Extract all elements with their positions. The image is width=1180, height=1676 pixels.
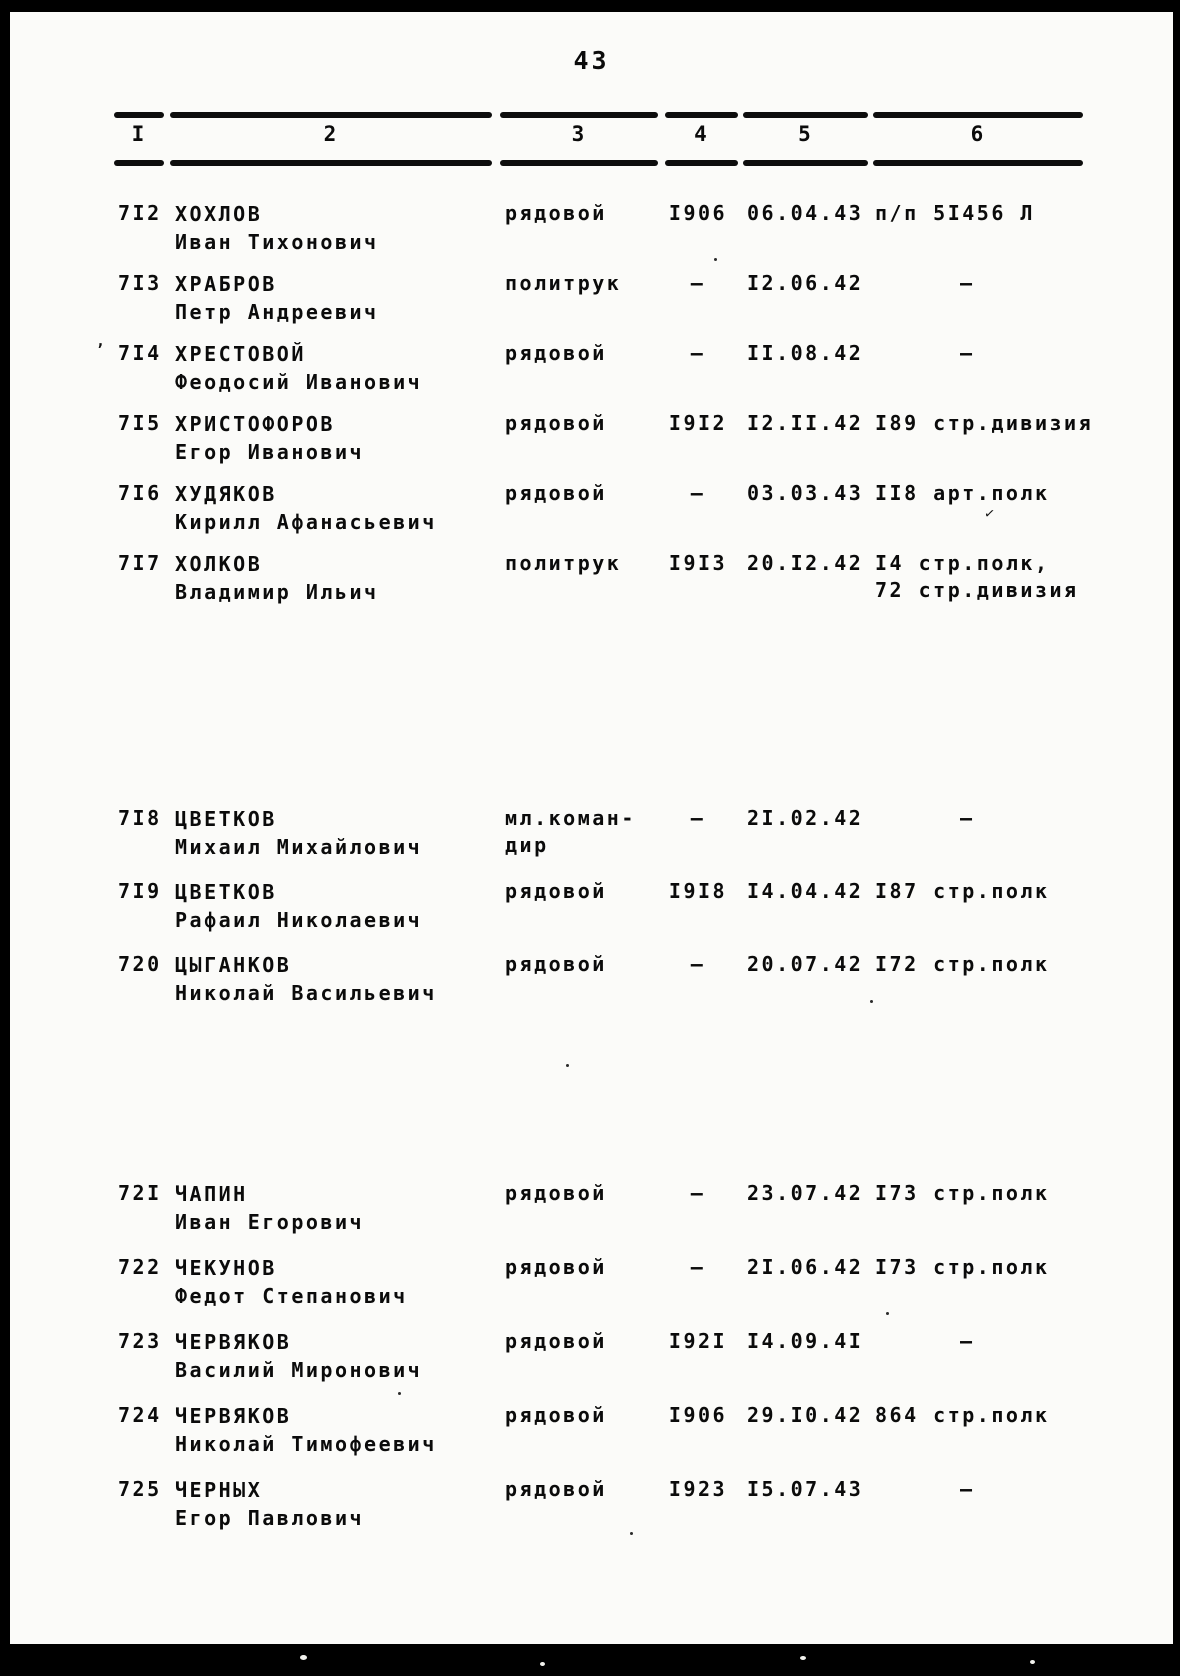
person-name xyxy=(175,1254,497,1310)
rank-line-1: рядовой xyxy=(505,481,607,505)
table-row xyxy=(10,480,1173,550)
person-name xyxy=(175,1476,497,1532)
birth-year: — xyxy=(690,481,706,505)
unit xyxy=(875,1180,1180,1207)
surname: ЧАПИН xyxy=(175,1182,248,1206)
unit-line-1: I89 стр.дивизия xyxy=(875,411,1094,435)
column-header-5: 5 xyxy=(798,122,813,146)
given-name: Рафаил Николаевич xyxy=(175,908,423,932)
rank xyxy=(505,1476,657,1503)
checkmark-icon: ✓ xyxy=(983,503,996,523)
table-row xyxy=(10,1328,1173,1402)
rank xyxy=(505,1180,657,1207)
unit-line-1: — xyxy=(960,1329,975,1353)
person-name xyxy=(175,1328,497,1384)
person-name xyxy=(175,805,497,861)
date: 06.04.43 xyxy=(747,201,864,225)
table-row xyxy=(10,550,1173,620)
rank-line-1: рядовой xyxy=(505,879,607,903)
table-row xyxy=(10,1476,1173,1550)
row-group xyxy=(10,1180,1173,1550)
column-header-2: 2 xyxy=(323,122,339,146)
row-number: 722 xyxy=(118,1255,162,1279)
row-number: 7I4 xyxy=(118,341,162,365)
row-number: 725 xyxy=(118,1477,162,1501)
date: 2I.02.42 xyxy=(747,806,864,830)
birth-year: I9I3 xyxy=(668,551,728,575)
date: I2.II.42 xyxy=(747,411,864,435)
scan-speck xyxy=(714,258,717,261)
row-number: 723 xyxy=(118,1329,162,1353)
rank xyxy=(505,340,657,367)
column-header-6: 6 xyxy=(970,122,986,146)
unit xyxy=(875,1328,1180,1355)
table-row xyxy=(10,805,1173,878)
table-row xyxy=(10,1180,1173,1254)
unit xyxy=(875,1254,1180,1281)
given-name: Федот Степанович xyxy=(175,1284,408,1308)
row-group xyxy=(10,200,1173,620)
given-name: Николай Васильевич xyxy=(175,981,437,1005)
date: 20.07.42 xyxy=(747,952,864,976)
birth-year: — xyxy=(690,271,706,295)
row-number: 724 xyxy=(118,1403,162,1427)
rank xyxy=(505,805,657,859)
header-rule xyxy=(500,160,658,166)
unit-line-1: п/п 5I456 Л xyxy=(875,201,1035,225)
scan-speck xyxy=(886,1312,889,1315)
given-name: Иван Тихонович xyxy=(175,230,379,254)
surname: ЦВЕТКОВ xyxy=(175,880,277,904)
header-rule xyxy=(743,160,868,166)
birth-year: — xyxy=(690,341,706,365)
scan-band-speck xyxy=(800,1656,806,1660)
given-name: Егор Павлович xyxy=(175,1506,365,1530)
surname: ЦВЕТКОВ xyxy=(175,807,277,831)
row-number: 7I6 xyxy=(118,481,162,505)
unit-line-1: — xyxy=(960,1477,975,1501)
birth-year: — xyxy=(690,1181,706,1205)
unit-line-1: — xyxy=(960,271,975,295)
rank-line-1: рядовой xyxy=(505,201,607,225)
table-row xyxy=(10,200,1173,270)
rank-line-1: политрук xyxy=(505,551,622,575)
row-number: 7I3 xyxy=(118,271,162,295)
surname: ХРИСТОФОРОВ xyxy=(175,412,335,436)
unit-line-1: — xyxy=(960,341,975,365)
column-header-3: 3 xyxy=(571,122,587,146)
person-name xyxy=(175,200,497,256)
surname: ЧЕКУНОВ xyxy=(175,1256,277,1280)
surname: ХУДЯКОВ xyxy=(175,482,277,506)
date: I4.04.42 xyxy=(747,879,864,903)
table-row xyxy=(10,878,1173,951)
rank-line-2: дир xyxy=(505,833,549,857)
given-name: Петр Андреевич xyxy=(175,300,379,324)
date: 23.07.42 xyxy=(747,1181,864,1205)
rank xyxy=(505,270,657,297)
scan-band-speck xyxy=(540,1662,545,1666)
row-number: 7I9 xyxy=(118,879,162,903)
row-number: 7I8 xyxy=(118,806,162,830)
tick-mark: , xyxy=(96,332,106,350)
person-name xyxy=(175,1402,497,1458)
rank xyxy=(505,1328,657,1355)
table-row xyxy=(10,1254,1173,1328)
unit xyxy=(875,550,1180,604)
date: I5.07.43 xyxy=(747,1477,864,1501)
scan-speck xyxy=(398,1392,401,1395)
rank-line-1: рядовой xyxy=(505,411,607,435)
rank-line-1: рядовой xyxy=(505,1329,607,1353)
unit-line-1: — xyxy=(960,806,975,830)
row-group xyxy=(10,805,1173,1024)
scan-speck xyxy=(630,1532,633,1535)
table-row xyxy=(10,340,1173,410)
unit xyxy=(875,410,1180,437)
unit xyxy=(875,270,1180,297)
rank-line-1: политрук xyxy=(505,271,622,295)
person-name xyxy=(175,878,497,934)
row-number: 720 xyxy=(118,952,162,976)
rank-line-1: рядовой xyxy=(505,1477,607,1501)
person-name xyxy=(175,550,497,606)
unit xyxy=(875,1402,1180,1429)
person-name xyxy=(175,340,497,396)
scan-band-speck xyxy=(1030,1660,1035,1664)
surname: ХРАБРОВ xyxy=(175,272,277,296)
date: 29.I0.42 xyxy=(747,1403,864,1427)
document-paper xyxy=(10,12,1173,1644)
rank-line-1: рядовой xyxy=(505,1181,607,1205)
unit-line-1: I87 стр.полк xyxy=(875,879,1050,903)
unit xyxy=(875,340,1180,367)
unit xyxy=(875,200,1180,227)
rank-line-1: рядовой xyxy=(505,341,607,365)
column-header-1: I xyxy=(131,122,147,146)
date: II.08.42 xyxy=(747,341,864,365)
unit xyxy=(875,951,1180,978)
page-number: 43 xyxy=(573,46,610,75)
person-name xyxy=(175,270,497,326)
rank-line-1: рядовой xyxy=(505,1403,607,1427)
scan-speck xyxy=(566,1064,569,1067)
date: 2I.06.42 xyxy=(747,1255,864,1279)
unit-line-1: I73 стр.полк xyxy=(875,1181,1050,1205)
given-name: Владимир Ильич xyxy=(175,580,379,604)
rank-line-1: рядовой xyxy=(505,1255,607,1279)
surname: ЧЕРВЯКОВ xyxy=(175,1330,292,1354)
person-name xyxy=(175,410,497,466)
rank xyxy=(505,410,657,437)
row-number: 7I7 xyxy=(118,551,162,575)
birth-year: I92I xyxy=(668,1329,728,1353)
header-rule xyxy=(114,160,164,166)
header-rule xyxy=(743,112,868,118)
date: 20.I2.42 xyxy=(747,551,864,575)
birth-year: — xyxy=(690,952,706,976)
date: I4.09.4I xyxy=(747,1329,864,1353)
surname: ХОХЛОВ xyxy=(175,202,263,226)
rank xyxy=(505,200,657,227)
unit xyxy=(875,1476,1180,1503)
header-rule xyxy=(873,160,1083,166)
rank xyxy=(505,550,657,577)
person-name xyxy=(175,480,497,536)
given-name: Феодосий Иванович xyxy=(175,370,423,394)
surname: ЧЕРНЫХ xyxy=(175,1478,263,1502)
given-name: Иван Егорович xyxy=(175,1210,365,1234)
header-rule xyxy=(665,160,738,166)
scan-band-speck xyxy=(300,1655,307,1660)
unit-line-1: I73 стр.полк xyxy=(875,1255,1050,1279)
given-name: Кирилл Афанасьевич xyxy=(175,510,437,534)
header-rule xyxy=(665,112,738,118)
person-name xyxy=(175,1180,497,1236)
table-row xyxy=(10,410,1173,480)
unit-line-1: I4 стр.полк, xyxy=(875,551,1050,575)
birth-year: — xyxy=(690,1255,706,1279)
rank xyxy=(505,1402,657,1429)
rank xyxy=(505,1254,657,1281)
rank xyxy=(505,480,657,507)
table-row xyxy=(10,270,1173,340)
birth-year: I906 xyxy=(668,201,728,225)
row-number: 7I2 xyxy=(118,201,162,225)
surname: ЦЫГАНКОВ xyxy=(175,953,292,977)
header-rule xyxy=(170,112,492,118)
given-name: Михаил Михайлович xyxy=(175,835,423,859)
birth-year: — xyxy=(690,806,706,830)
surname: ЧЕРВЯКОВ xyxy=(175,1404,292,1428)
header-rule xyxy=(114,112,164,118)
rank-line-1: рядовой xyxy=(505,952,607,976)
unit xyxy=(875,480,1180,507)
header-rule xyxy=(170,160,492,166)
row-number: 7I5 xyxy=(118,411,162,435)
rank-line-1: мл.коман- xyxy=(505,806,636,830)
date: 03.03.43 xyxy=(747,481,864,505)
unit-line-2: 72 стр.дивизия xyxy=(875,578,1079,602)
scan-speck xyxy=(870,1000,873,1003)
given-name: Егор Иванович xyxy=(175,440,365,464)
given-name: Василий Миронович xyxy=(175,1358,423,1382)
unit xyxy=(875,805,1180,832)
row-number: 72I xyxy=(118,1181,162,1205)
rank xyxy=(505,951,657,978)
birth-year: I9I2 xyxy=(668,411,728,435)
birth-year: I923 xyxy=(668,1477,728,1501)
birth-year: I906 xyxy=(668,1403,728,1427)
column-header-4: 4 xyxy=(694,122,709,146)
date: I2.06.42 xyxy=(747,271,864,295)
table-row xyxy=(10,1402,1173,1476)
rank xyxy=(505,878,657,905)
table-row xyxy=(10,951,1173,1024)
unit-line-1: II8 арт.полк xyxy=(875,481,1050,505)
given-name: Николай Тимофеевич xyxy=(175,1432,437,1456)
surname: ХРЕСТОВОЙ xyxy=(175,342,306,366)
unit xyxy=(875,878,1180,905)
header-rule xyxy=(873,112,1083,118)
birth-year: I9I8 xyxy=(668,879,728,903)
unit-line-1: I72 стр.полк xyxy=(875,952,1050,976)
person-name xyxy=(175,951,497,1007)
header-rule xyxy=(500,112,658,118)
surname: ХОЛКОВ xyxy=(175,552,263,576)
unit-line-1: 864 стр.полк xyxy=(875,1403,1050,1427)
